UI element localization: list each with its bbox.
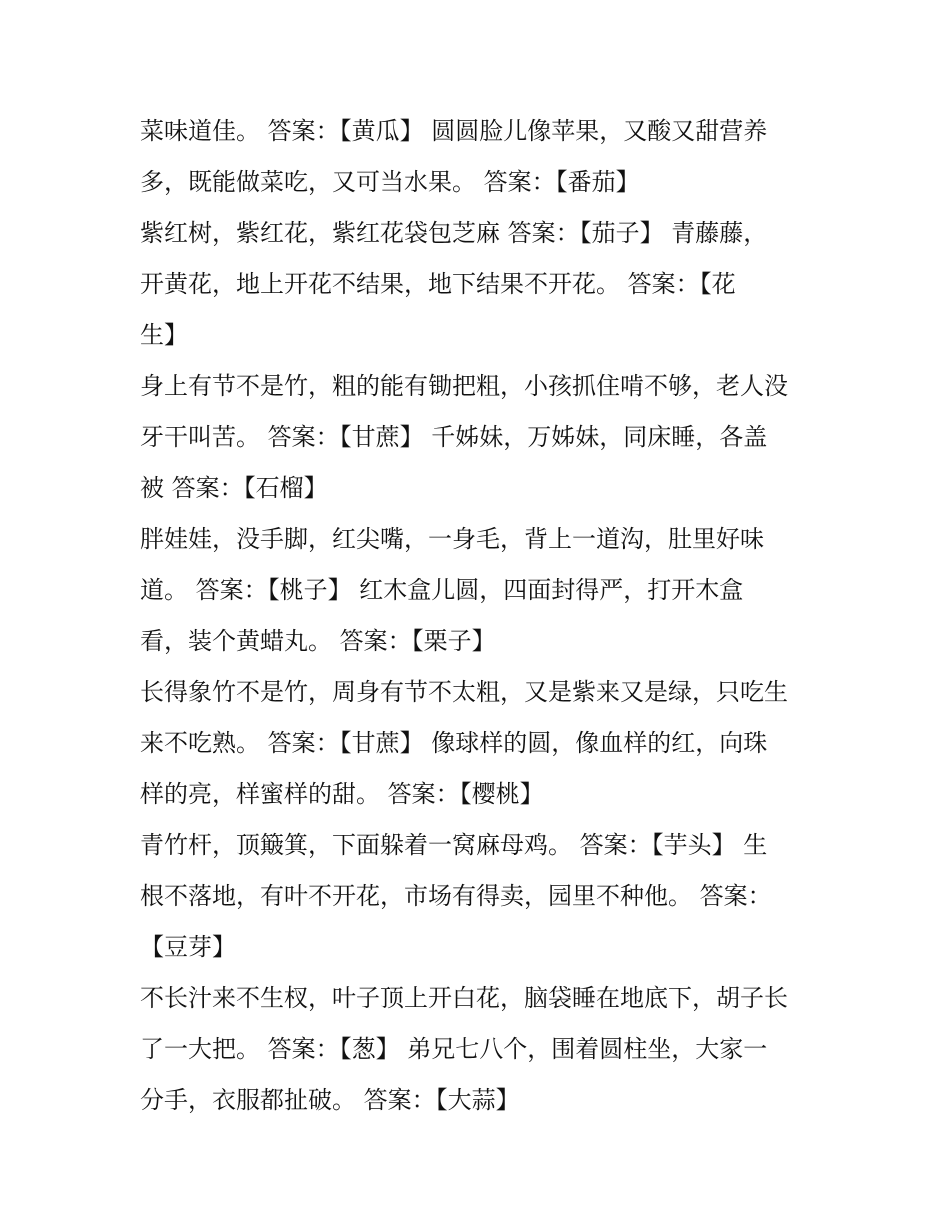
- text-line: 胖娃娃，没手脚，红尖嘴，一身毛，背上一道沟，肚里好味: [140, 525, 764, 553]
- riddle-text-block: [140, 106, 820, 1126]
- text-line: 菜味道佳。 答案：【黄瓜】 圆圆脸儿像苹果，又酸又甜营养: [140, 117, 768, 145]
- text-line: 长得象竹不是竹，周身有节不太粗，又是紫来又是绿，只吃生: [140, 678, 788, 706]
- text-line: 牙干叫苦。 答案：【甘蔗】 千姊妹，万姊妹，同床睡，各盖: [140, 423, 768, 451]
- text-line: 不长汁来不生杈，叶子顶上开白花，脑袋睡在地底下，胡子长: [140, 984, 788, 1012]
- text-line: 【豆芽】: [140, 933, 236, 961]
- text-line: 开黄花，地上开花不结果，地下结果不开花。 答案：【花: [140, 270, 736, 298]
- text-line: 被 答案：【石榴】: [140, 474, 328, 502]
- text-line: 了一大把。 答案：【葱】 弟兄七八个，围着圆柱坐，大家一: [140, 1035, 768, 1063]
- text-line: 青竹杆，顶簸箕，下面躲着一窝麻母鸡。 答案：【芋头】 生: [140, 831, 768, 859]
- text-line: 看，装个黄蜡丸。 答案：【栗子】: [140, 627, 496, 655]
- text-line: 生】: [140, 321, 188, 349]
- text-line: 多，既能做菜吃，又可当水果。 答案：【番茄】: [140, 168, 640, 196]
- text-line: 分手，衣服都扯破。 答案：【大蒜】: [140, 1086, 520, 1114]
- text-line: 紫红树，紫红花，紫红花袋包芝麻 答案：【茄子】 青藤藤，: [140, 219, 768, 247]
- text-line: 来不吃熟。 答案：【甘蔗】 像球样的圆，像血样的红，向珠: [140, 729, 768, 757]
- text-line: 道。 答案：【桃子】 红木盒儿圆，四面封得严，打开木盒: [140, 576, 744, 604]
- text-line: 样的亮，样蜜样的甜。 答案：【樱桃】: [140, 780, 544, 808]
- text-line: 根不落地，有叶不开花，市场有得卖，园里不种他。 答案：: [140, 882, 772, 910]
- text-line: 身上有节不是竹，粗的能有锄把粗，小孩抓住啃不够，老人没: [140, 372, 788, 400]
